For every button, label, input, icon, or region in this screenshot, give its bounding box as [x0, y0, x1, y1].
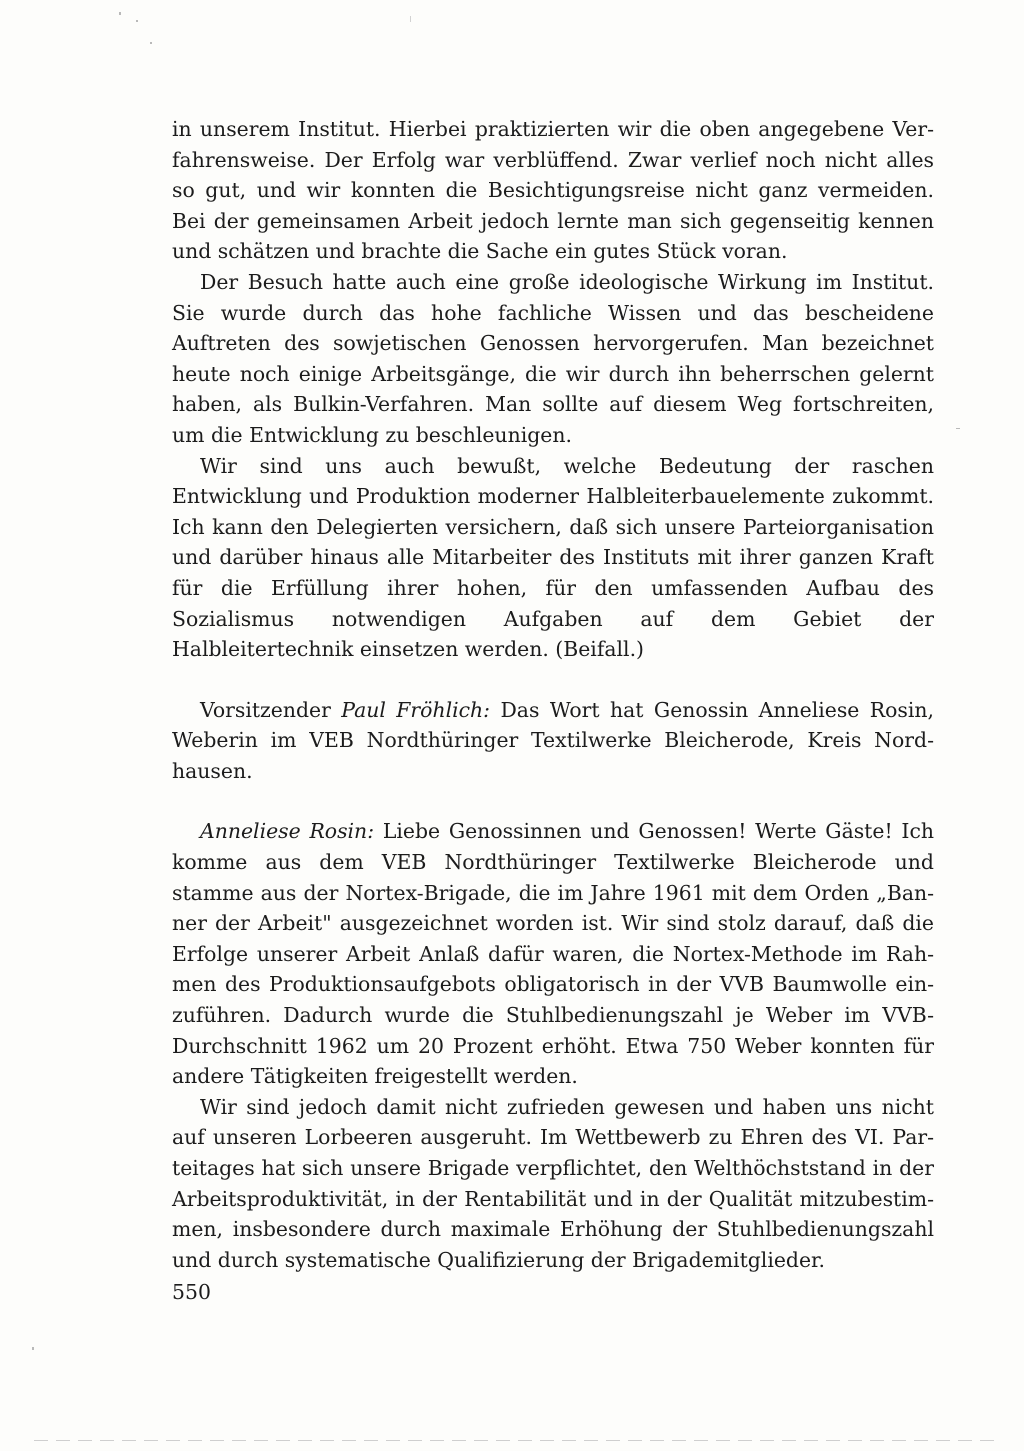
scan-speck	[32, 1347, 34, 1350]
chair-announcement	[172, 695, 934, 787]
paragraph: Wir sind uns auch bewußt, welche Bedeutung der raschen Entwicklung und Produktion moderner Halbleiterbauelemente zukommt. Ich kann den Delegierten versichern, daß sich unsere Parteiorganisation und darüber hinaus alle Mitarbeiter des Instituts mit ihrer ganzen Kraft für die Erfüllung ihrer hohen, für den umfassenden Aufbau des Sozialismus notwendigen Aufgaben auf dem Gebiet der Halbleitertechnik einsetzen werden. (Beifall.)	[172, 453, 934, 662]
paragraph: Der Besuch hatte auch eine große ideologische Wirkung im Institut. Sie wurde durch das hohe fachliche Wissen und das bescheidene Auftreten des sowjetischen Genossen hervorgerufen. Man bezeichnet heute noch einige Arbeitsgänge, die wir durch ihn beherrschen gelernt haben, als Bulkin-Verfahren. Man sollte auf diesem Weg fortschreiten, um die Entwicklung zu beschleunigen.	[172, 269, 934, 447]
scan-bottom-edge	[34, 1440, 994, 1441]
chair-announcement-text: Das Wort hat Genossin Anneliese Rosin, Weberin im VEB Nordthüringer Textilwerke Bleicherode, Kreis Nordhausen.	[172, 697, 934, 783]
speech-text: Liebe Genossinnen und Genossen! Werte Gäste! Ich komme aus dem VEB Nordthüringer Textilwerke Bleicherode und stamme aus der Nortex-Brigade, die im Jahre 1961 mit dem Orden „Banner der Arbeit" ausgezeichnet worden ist. Wir sind stolz darauf, daß die Erfolge unserer Arbeit Anlaß dafür waren, die Nortex-Methode im Rahmen des Produktionsaufgebots obligatorisch in der VVB Baumwolle einzuführen. Dadurch wurde die Stuhlbedienungszahl je Weber im VVB-Durchschnitt 1962 um 20 Prozent erhöht. Etwa 750 Weber konnten für andere Tätigkeiten freigestellt werden.	[172, 819, 934, 1089]
scan-speck	[136, 20, 138, 22]
chair-prefix: Vorsitzender	[200, 697, 342, 722]
body-text	[172, 114, 934, 1275]
speaker-name-chair: Paul Fröhlich:	[341, 697, 491, 722]
scan-speck	[956, 428, 960, 429]
scan-speck	[410, 16, 411, 22]
speech-paragraph: Wir sind jedoch damit nicht zufrieden gewesen und haben uns nicht auf unseren Lorbeeren ausgeruht. Im Wettbewerb zu Ehren des VI. Parteitages hat sich unsere Brigade verpflichtet, den Welthöchststand in der Arbeitsproduktivität, in der Rentabilität und in der Qualität mitzubestimmen, insbesondere durch maximale Erhöhung der Stuhlbedienungszahl und durch systematische Qualifizierung der Brigademitglieder.	[172, 1094, 934, 1272]
scan-speck	[119, 12, 121, 15]
speech-paragraph	[172, 816, 934, 1091]
page-number: 550	[172, 1280, 211, 1304]
paragraph: in unserem Institut. Hierbei praktizierten wir die oben angegebene Verfahrensweise. Der Erfolg war verblüffend. Zwar verlief noch nicht alles so gut, und wir konnten die Besichtigungsreise nicht ganz vermeiden. Bei der gemeinsamen Arbeit jedoch lernte man sich gegenseitig kennen und schätzen und brachte die Sache ein gutes Stück voran.	[172, 117, 934, 264]
scan-speck	[150, 42, 152, 44]
speaker-name: Anneliese Rosin:	[200, 819, 375, 844]
